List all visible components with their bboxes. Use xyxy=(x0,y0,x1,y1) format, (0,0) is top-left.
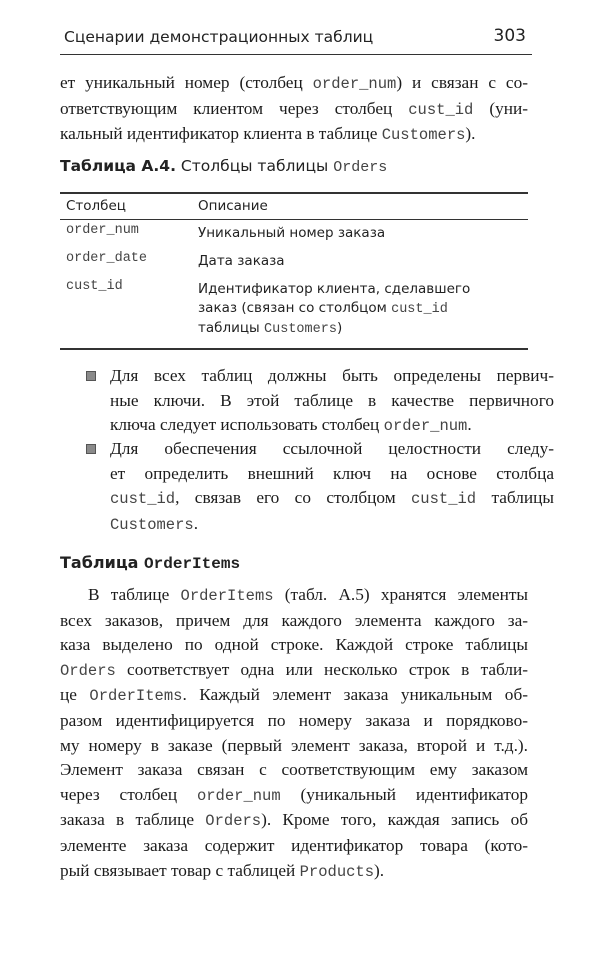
text: , связав его со столбцом xyxy=(175,488,411,508)
code-cust-id: cust_id xyxy=(408,100,474,119)
text: (уни- xyxy=(473,98,528,118)
body-paragraph xyxy=(60,583,528,884)
desc-line xyxy=(198,319,518,339)
code-orders: Orders xyxy=(205,812,262,831)
text: всех заказов, причем для каждого элемента каждого за- xyxy=(60,610,528,630)
text: В таблице xyxy=(88,585,181,604)
section-heading-code: OrderItems xyxy=(144,555,241,573)
text: . Каждый элемент заказа уникальным об- xyxy=(182,685,528,705)
running-header xyxy=(60,26,532,55)
text: ключа следует использовать столбец xyxy=(110,415,384,435)
code-order-num: order_num xyxy=(383,417,468,436)
code-cust-id: cust_id xyxy=(391,302,448,317)
text: му номеру в заказе (первый элемент заказа, второй и т.д.). xyxy=(60,735,528,755)
table-cell-description xyxy=(198,280,518,339)
table-caption-code: Orders xyxy=(333,159,388,176)
header-title: Сценарии демонстрационных таблиц xyxy=(64,28,374,46)
table-caption-label: Таблица А.4. xyxy=(60,157,176,175)
section-heading-label: Таблица xyxy=(60,553,145,572)
code-order-num: order_num xyxy=(196,786,281,805)
text: це xyxy=(60,685,90,705)
text: ет уникальный номер (столбец xyxy=(60,73,313,92)
text: ). xyxy=(465,124,476,144)
text: через столбец xyxy=(60,784,197,804)
table-cell-column: order_num xyxy=(66,223,139,238)
table-header-description: Описание xyxy=(198,198,268,214)
text: разом идентифицируется по номеру заказа и порядково- xyxy=(60,710,528,730)
text: соответствует одна или несколько строк в табли- xyxy=(115,659,528,679)
table-caption-text: Столбцы таблицы xyxy=(175,157,334,175)
text: таблицы xyxy=(476,488,554,508)
code-products: Products xyxy=(299,862,375,881)
text: ). xyxy=(374,860,385,880)
text: (табл. А.5) хранятся элементы xyxy=(273,585,528,604)
code-orders: Orders xyxy=(60,661,116,680)
code-customers: Customers xyxy=(110,515,194,534)
desc-line: Идентификатор клиента, сделавшего xyxy=(198,281,471,297)
intro-paragraph xyxy=(60,71,528,148)
section-heading xyxy=(60,553,240,573)
text: рый связывает товар с таблицей xyxy=(60,860,300,880)
text: Для обеспечения ссылочной целостности следу- xyxy=(110,439,554,458)
desc-line xyxy=(198,299,518,319)
text: заказ (связан со столбцом xyxy=(198,300,392,316)
text: ответствующим клиентом через столбец xyxy=(60,98,409,118)
code-orderitems: OrderItems xyxy=(180,587,274,605)
text: каза выделено по одной строке. Каждой строке таблицы xyxy=(60,635,528,655)
code-orderitems: OrderItems xyxy=(89,687,183,706)
bullet-item xyxy=(84,364,554,439)
code-cust-id: cust_id xyxy=(110,490,176,509)
text: заказа в таблице xyxy=(60,810,206,830)
square-bullet-icon xyxy=(86,371,96,381)
text: ). Кроме того, каждая запись об xyxy=(261,810,528,830)
text: (уникальный идентификатор xyxy=(280,784,528,804)
text: . xyxy=(193,513,199,533)
table-cell-description: Дата заказа xyxy=(198,253,285,269)
text: элементе заказа содержит идентификатор товара (кото- xyxy=(60,835,528,855)
code-cust-id: cust_id xyxy=(410,490,477,509)
table-top-rule xyxy=(60,192,528,194)
bullet-item xyxy=(84,437,554,537)
page-number: 303 xyxy=(493,26,526,46)
code-customers: Customers xyxy=(264,322,337,337)
code-customers: Customers xyxy=(381,126,466,145)
text: ет определить внешний ключ на основе столбца xyxy=(110,463,554,483)
table-header-rule xyxy=(60,219,528,220)
text: Для всех таблиц должны быть определены первич- xyxy=(110,366,554,385)
table-cell-column: cust_id xyxy=(66,279,123,294)
square-bullet-icon xyxy=(86,444,96,454)
text: ) xyxy=(336,320,343,336)
text: ) и связан с со- xyxy=(396,73,528,92)
text: таблицы xyxy=(198,320,265,336)
text: . xyxy=(467,415,472,435)
text: Элемент заказа связан с соответствующим ему заказом xyxy=(60,760,528,780)
table-caption xyxy=(60,157,387,176)
table-header-column: Столбец xyxy=(66,198,126,214)
text: ные ключи. В этой таблице в качестве первичного xyxy=(110,390,554,410)
table-cell-description: Уникальный номер заказа xyxy=(198,225,386,241)
code-order-num: order_num xyxy=(312,75,397,93)
text: кальный идентификатор клиента в таблице xyxy=(60,124,382,144)
table-bottom-rule xyxy=(60,348,528,350)
table-cell-column: order_date xyxy=(66,251,148,266)
